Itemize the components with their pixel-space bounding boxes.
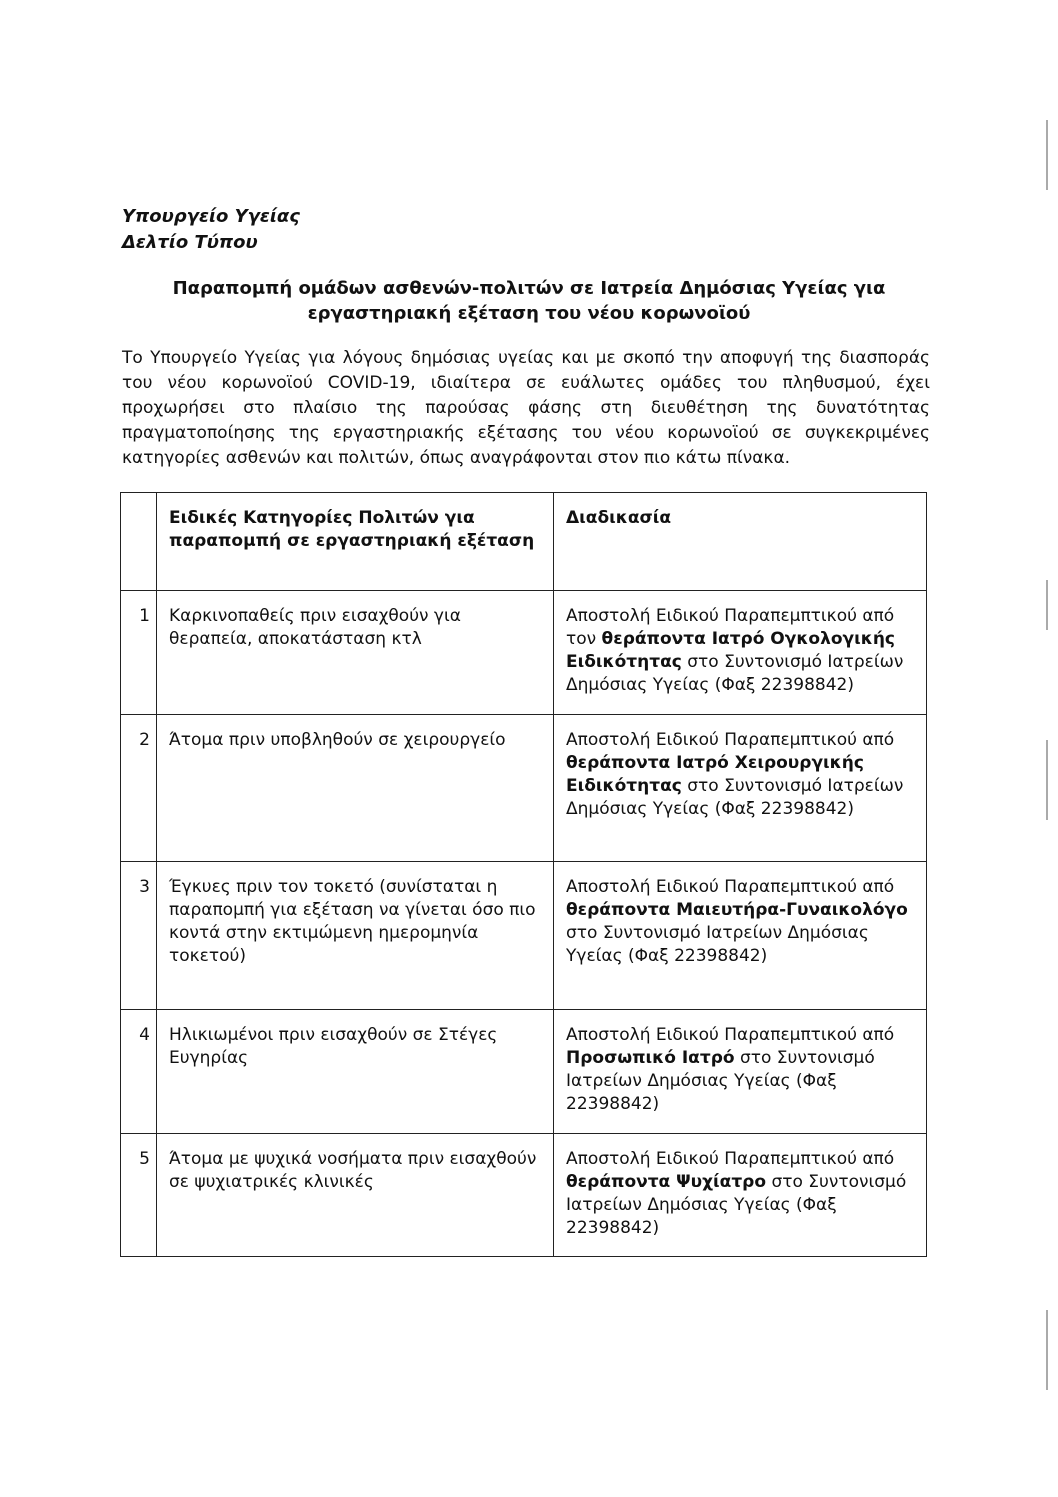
table-row: [121, 862, 927, 1010]
procedure-text: στο Συντονισμό Ιατρείων Δημόσιας Υγείας (Φαξ 22398842): [566, 923, 869, 966]
table-row: [121, 591, 927, 715]
procedure-text: Αποστολή Ειδικού Παραπεμπτικού από: [566, 1025, 895, 1045]
scan-edge-mark: [1046, 120, 1048, 190]
ministry-name: Υπουργείο Υγείας: [122, 206, 300, 227]
row-number: 5: [121, 1134, 157, 1257]
title-line-1: Παραπομπή ομάδων ασθενών-πολιτών σε Ιατρεία Δημόσιας Υγείας για: [172, 278, 886, 299]
procedure-text: Αποστολή Ειδικού Παραπεμπτικού από τον: [566, 606, 895, 649]
press-release-label: Δελτίο Τύπου: [122, 232, 258, 253]
row-procedure: [554, 862, 927, 1010]
table-header-row: [121, 493, 927, 591]
procedure-physician: θεράποντα Ιατρό Ογκολογικής Ειδικότητας: [566, 629, 895, 672]
procedure-text: στο Συντονισμό Ιατρείων Δημόσιας Υγείας (Φαξ 22398842): [566, 1172, 907, 1238]
header-procedure-cell: Διαδικασία: [554, 493, 927, 591]
scan-edge-mark: [1046, 580, 1048, 630]
document-title: [118, 276, 940, 326]
row-procedure: [554, 715, 927, 862]
table-row: [121, 1010, 927, 1134]
intro-paragraph: Το Υπουργείο Υγείας για λόγους δημόσιας υγείας και με σκοπό την αποφυγή της διασποράς του νέου κορωνοϊού COVID-19, ιδιαίτερα σε ευάλωτες ομάδες του πληθυσμού, έχει προχωρήσει στο πλαίσιο της παρούσας φάσης στη διευθέτηση της δυνατότητας πραγματοποίησης της εργαστηριακής εξέτασης του νέου κορωνοϊού σε συγκεκριμένες κατηγορίες ασθενών και πολιτών, όπως αναγράφονται στον πιο κάτω πίνακα.: [122, 348, 930, 468]
procedure-text: στο Συντονισμό Ιατρείων Δημόσιας Υγείας (Φαξ 22398842): [566, 776, 904, 819]
procedure-text: στο Συντονισμό Ιατρείων Δημόσιας Υγείας (Φαξ 22398842): [566, 1048, 875, 1114]
row-number: 2: [121, 715, 157, 862]
row-procedure: [554, 1134, 927, 1257]
procedure-physician: θεράποντα Ψυχίατρο: [566, 1172, 767, 1192]
header-category-cell: Ειδικές Κατηγορίες Πολιτών για παραπομπή σε εργαστηριακή εξέταση: [157, 493, 554, 591]
procedure-text: Αποστολή Ειδικού Παραπεμπτικού από: [566, 1149, 895, 1169]
row-category: Καρκινοπαθείς πριν εισαχθούν για θεραπεία, αποκατάσταση κτλ: [157, 591, 554, 715]
row-procedure: [554, 1010, 927, 1134]
document-header: [122, 204, 300, 256]
table-row: [121, 715, 927, 862]
scan-edge-mark: [1046, 740, 1048, 820]
row-number: 3: [121, 862, 157, 1010]
procedure-physician: θεράποντα Ιατρό Χειρουργικής Ειδικότητας: [566, 753, 864, 796]
procedure-text: Αποστολή Ειδικού Παραπεμπτικού από: [566, 730, 895, 750]
scan-edge-mark: [1046, 1310, 1048, 1390]
row-category: Άτομα πριν υποβληθούν σε χειρουργείο: [157, 715, 554, 862]
row-category: Ηλικιωμένοι πριν εισαχθούν σε Στέγες Ευγηρίας: [157, 1010, 554, 1134]
title-line-2: εργαστηριακή εξέταση του νέου κορωνοϊού: [307, 303, 751, 324]
row-number: 4: [121, 1010, 157, 1134]
procedure-text: Αποστολή Ειδικού Παραπεμπτικού από: [566, 877, 895, 897]
header-num-cell: [121, 493, 157, 591]
referral-table: [120, 492, 927, 1257]
row-category: Έγκυες πριν τον τοκετό (συνίσταται η παραπομπή για εξέταση να γίνεται όσο πιο κοντά στην εκτιμώμενη ημερομηνία τοκετού): [157, 862, 554, 1010]
procedure-text: στο Συντονισμό Ιατρείων Δημόσιας Υγείας (Φαξ 22398842): [566, 652, 904, 695]
procedure-physician: θεράποντα Μαιευτήρα-Γυναικολόγο: [566, 900, 908, 920]
procedure-physician: Προσωπικό Ιατρό: [566, 1048, 735, 1068]
row-category: Άτομα με ψυχικά νοσήματα πριν εισαχθούν σε ψυχιατρικές κλινικές: [157, 1134, 554, 1257]
row-procedure: [554, 591, 927, 715]
row-number: 1: [121, 591, 157, 715]
table-row: [121, 1134, 927, 1257]
